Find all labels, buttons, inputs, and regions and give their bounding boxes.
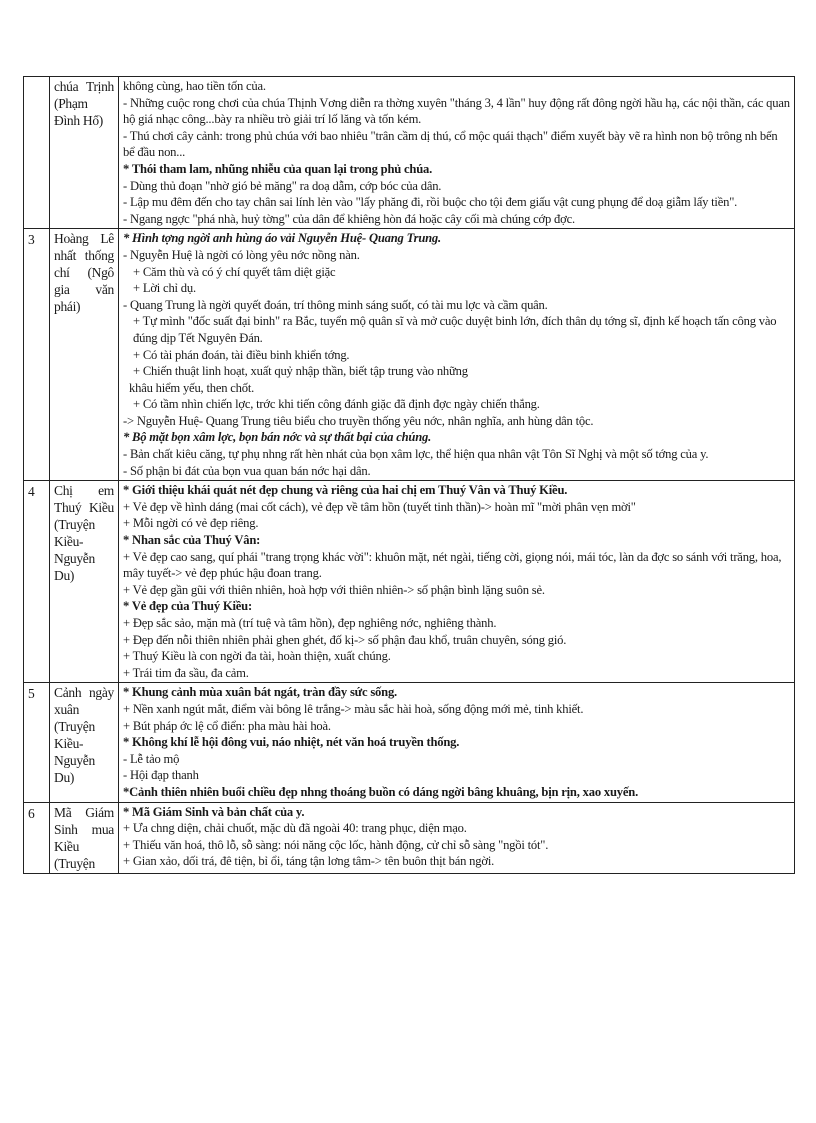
- content-line: + Gian xảo, dối trá, đê tiện, bỉ ổi, táng tận lơng tâm-> tên buôn thịt bán ngời.: [123, 854, 495, 869]
- content-line: + Tự mình "đốc suất đại binh" ra Bắc, tuyển mộ quân sĩ và mở cuộc duyệt binh lớn, đích thân dụ tớng sĩ, định kế hoạch tấn công vào đúng dịp Tết Nguyên Đán.: [133, 314, 777, 345]
- content-line: + Đẹp sắc sảo, mặn mà (trí tuệ và tâm hồn), đẹp nghiêng nớc, nghiêng thành.: [123, 616, 497, 630]
- section-heading: * Bộ mặt bọn xâm lợc, bọn bán nớc và sự thất bại của chúng.: [123, 430, 432, 445]
- section-heading: * Khung cảnh mùa xuân bát ngát, tràn đầy sức sống.: [123, 685, 397, 700]
- content-line: - Nguyễn Huệ là ngời có lòng yêu nớc nồng nàn.: [123, 247, 360, 262]
- section-heading: *Cảnh thiên nhiên buổi chiều đẹp nhng thoáng buồn có dáng ngời bâng khuâng, bịn rịn, xao xuyến.: [123, 784, 639, 799]
- content-cell: [119, 229, 795, 481]
- content-line: + Chiến thuật linh hoạt, xuất quỷ nhập thần, biết tập trung vào những: [133, 364, 468, 379]
- content-line: - Quang Trung là ngời quyết đoán, trí thông minh sáng suốt, có tài mu lợc và cầm quân.: [123, 297, 548, 312]
- work-title: chúa Trịnh (Phạm Đình Hổ): [50, 77, 119, 229]
- row-number: 3: [24, 229, 50, 481]
- content-line: + Vẻ đẹp cao sang, quí phái "trang trọng khác vời": khuôn mặt, nét ngài, tiếng cời, giọng nói, mái tóc, làn da đợc so sánh với trăng, hoa, mây tuyết-> vẻ đẹp phúc hậu đoan trang.: [123, 549, 782, 581]
- row-number: 4: [24, 481, 50, 683]
- content-line: - Số phận bi đát của bọn vua quan bán nớc hại dân.: [123, 463, 371, 478]
- section-heading: * Hình tợng ngời anh hùng áo vải Nguyễn Huệ- Quang Trung.: [123, 231, 441, 246]
- content-line: không cùng, hao tiền tốn của.: [123, 79, 266, 93]
- work-title: Chị em Thuý Kiều (Truyện Kiều- Nguyễn Du): [50, 481, 119, 683]
- content-cell: [119, 802, 795, 873]
- content-cell: [119, 683, 795, 802]
- table-row: [24, 229, 795, 481]
- content-line: - Lễ tảo mộ: [123, 751, 180, 766]
- content-line: + Nền xanh ngút mắt, điểm vài bông lê trắng-> màu sắc hài hoà, sống động mới mẻ, tinh khiết.: [123, 701, 584, 716]
- content-line: - Lập mu đêm đến cho tay chân sai lính lẻn vào "lấy phăng đi, rồi buộc cho tội đem giấu vật cung phụng để doạ giẫm lấy tiền".: [123, 195, 738, 210]
- row-number: [24, 77, 50, 229]
- content-line: + Căm thù và có ý chí quyết tâm diệt giặc: [133, 264, 336, 279]
- section-heading: * Giới thiệu khái quát nét đẹp chung và riêng của hai chị em Thuý Vân và Thuý Kiều.: [123, 483, 568, 498]
- content-line: + Có tầm nhìn chiến lợc, trớc khi tiến công đánh giặc đã định đợc ngày chiến thắng.: [133, 397, 540, 412]
- content-line: -> Nguyễn Huệ- Quang Trung tiêu biểu cho truyền thống yêu nớc, nhân nghĩa, anh hùng dân tộc.: [123, 413, 594, 428]
- table-row: [24, 802, 795, 873]
- section-heading: * Mã Giám Sinh và bản chất của y.: [123, 804, 305, 819]
- work-title: Hoàng Lê nhất thống chí (Ngô gia văn phái): [50, 229, 119, 481]
- row-number: 5: [24, 683, 50, 802]
- content-cell: [119, 481, 795, 683]
- section-heading: * Thói tham lam, nhũng nhiễu của quan lại trong phủ chúa.: [123, 161, 433, 176]
- work-title: Cảnh ngày xuân (Truyện Kiều- Nguyễn Du): [50, 683, 119, 802]
- content-line: - Thú chơi cây cảnh: trong phủ chúa với bao nhiêu "trân cầm dị thú, cổ mộc quái thạch" điểm xuyết bày vẽ ra hình non bộ trông nh bến bể đầu non...: [123, 128, 778, 160]
- content-line: + Vẻ đẹp gần gũi với thiên nhiên, hoà hợp với thiên nhiên-> số phận bình lặng suôn sẻ.: [123, 582, 545, 597]
- content-line: khâu hiểm yếu, then chốt.: [129, 380, 255, 395]
- content-line: + Mỗi ngời có vẻ đẹp riêng.: [123, 516, 259, 531]
- content-line: + Thuý Kiều là con ngời đa tài, hoàn thiện, xuất chúng.: [123, 649, 391, 664]
- table-row: [24, 481, 795, 683]
- content-line: + Có tài phán đoán, tài điều binh khiển tớng.: [133, 347, 350, 362]
- row-number: 6: [24, 802, 50, 873]
- content-line: + Thiếu văn hoá, thô lỗ, sỗ sàng: nói năng cộc lốc, hành động, cử chỉ sỗ sàng "ngồi tót".: [123, 837, 549, 852]
- section-heading: * Vẻ đẹp của Thuý Kiều:: [123, 599, 252, 614]
- content-line: - Ngang ngợc "phá nhà, huỷ tờng" của dân để khiêng hòn đá hoặc cây cối mà chúng cớp đợc.: [123, 211, 575, 226]
- section-heading: * Không khí lễ hội đông vui, náo nhiệt, nét văn hoá truyền thống.: [123, 735, 460, 750]
- content-line: + Vẻ đẹp về hình dáng (mai cốt cách), vẻ đẹp về tâm hồn (tuyết tinh thần)-> hoàn mĩ "mời phân vẹn mời": [123, 499, 636, 514]
- content-table: [23, 76, 795, 874]
- table-row: [24, 683, 795, 802]
- content-line: + Bút pháp ớc lệ cổ điển: pha màu hài hoà.: [123, 718, 331, 733]
- content-line: - Những cuộc rong chơi của chúa Thịnh Vơng diễn ra thờng xuyên "tháng 3, 4 lần" huy động rất đông ngời hầu hạ, các nội thần, các quan hộ giá nhạc công...bày ra nhiều trò giải trí lố lăng và tốn kém.: [123, 95, 790, 127]
- content-line: - Dùng thủ đoạn "nhờ gió bẻ măng" ra doạ dẫm, cớp bóc của dân.: [123, 178, 442, 193]
- table-row: [24, 77, 795, 229]
- content-line: - Bản chất kiêu căng, tự phụ nhng rất hèn nhát của bọn xâm lợc, thể hiện qua nhân vật Tôn Sĩ Nghị và một số tớng của y.: [123, 447, 709, 462]
- table-body: [24, 77, 795, 874]
- work-title: Mã Giám Sinh mua Kiều (Truyện: [50, 802, 119, 873]
- content-line: + Đẹp đến nỗi thiên nhiên phải ghen ghét, đố kị-> số phận đau khổ, truân chuyên, sóng gió.: [123, 632, 567, 647]
- content-line: + Lời chỉ dụ.: [133, 281, 196, 296]
- content-line: + Trái tim đa sầu, đa cảm.: [123, 665, 249, 680]
- content-cell: [119, 77, 795, 229]
- content-line: + Ưa chng diện, chải chuốt, mặc dù đã ngoài 40: trang phục, diện mạo.: [123, 821, 467, 836]
- content-line: - Hội đạp thanh: [123, 768, 199, 783]
- section-heading: * Nhan sắc của Thuý Vân:: [123, 533, 261, 548]
